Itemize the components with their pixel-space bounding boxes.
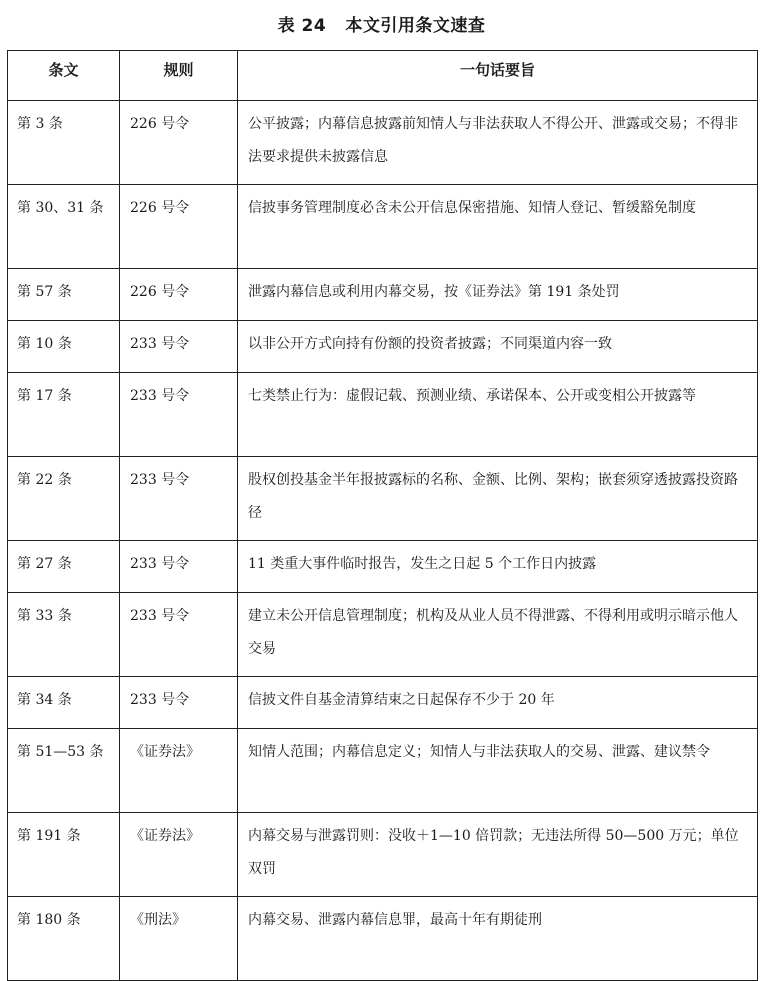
rule-cell: 233 号令 bbox=[120, 373, 238, 457]
summary-cell: 股权创投基金半年报披露标的名称、金额、比例、架构；嵌套须穿透披露投资路径 bbox=[238, 457, 758, 541]
summary-cell: 信披文件自基金清算结束之日起保存不少于 20 年 bbox=[238, 677, 758, 729]
table-caption bbox=[0, 14, 763, 38]
table-row bbox=[8, 321, 758, 373]
article-cell: 第 191 条 bbox=[8, 813, 120, 897]
rule-cell: 233 号令 bbox=[120, 541, 238, 593]
rule-cell: 226 号令 bbox=[120, 269, 238, 321]
table-row bbox=[8, 813, 758, 897]
table-row bbox=[8, 457, 758, 541]
rule-cell: 《证券法》 bbox=[120, 813, 238, 897]
table-row bbox=[8, 541, 758, 593]
rule-cell: 《证券法》 bbox=[120, 729, 238, 813]
article-cell: 第 33 条 bbox=[8, 593, 120, 677]
summary-cell: 11 类重大事件临时报告，发生之日起 5 个工作日内披露 bbox=[238, 541, 758, 593]
header-summary: 一句话要旨 bbox=[238, 51, 758, 101]
header-rule: 规则 bbox=[120, 51, 238, 101]
article-cell: 第 30、31 条 bbox=[8, 185, 120, 269]
table-row bbox=[8, 677, 758, 729]
article-cell: 第 34 条 bbox=[8, 677, 120, 729]
summary-cell: 七类禁止行为：虚假记载、预测业绩、承诺保本、公开或变相公开披露等 bbox=[238, 373, 758, 457]
article-cell: 第 17 条 bbox=[8, 373, 120, 457]
header-article: 条文 bbox=[8, 51, 120, 101]
summary-cell: 泄露内幕信息或利用内幕交易，按《证券法》第 191 条处罚 bbox=[238, 269, 758, 321]
article-cell: 第 27 条 bbox=[8, 541, 120, 593]
reference-table bbox=[7, 50, 758, 981]
rule-cell: 226 号令 bbox=[120, 101, 238, 185]
summary-cell: 公平披露；内幕信息披露前知情人与非法获取人不得公开、泄露或交易；不得非法要求提供未披露信息 bbox=[238, 101, 758, 185]
rule-cell: 233 号令 bbox=[120, 593, 238, 677]
summary-cell: 内幕交易与泄露罚则：没收＋1—10 倍罚款；无违法所得 50—500 万元；单位双罚 bbox=[238, 813, 758, 897]
table-header-row bbox=[8, 51, 758, 101]
summary-cell: 信披事务管理制度必含未公开信息保密措施、知情人登记、暂缓豁免制度 bbox=[238, 185, 758, 269]
table-row bbox=[8, 185, 758, 269]
rule-cell: 233 号令 bbox=[120, 321, 238, 373]
summary-cell: 内幕交易、泄露内幕信息罪，最高十年有期徒刑 bbox=[238, 897, 758, 981]
table-row bbox=[8, 897, 758, 981]
rule-cell: 《刑法》 bbox=[120, 897, 238, 981]
summary-cell: 知情人范围；内幕信息定义；知情人与非法获取人的交易、泄露、建议禁令 bbox=[238, 729, 758, 813]
summary-cell: 以非公开方式向持有份额的投资者披露；不同渠道内容一致 bbox=[238, 321, 758, 373]
summary-cell: 建立未公开信息管理制度；机构及从业人员不得泄露、不得利用或明示暗示他人交易 bbox=[238, 593, 758, 677]
rule-cell: 233 号令 bbox=[120, 677, 238, 729]
article-cell: 第 51—53 条 bbox=[8, 729, 120, 813]
article-cell: 第 57 条 bbox=[8, 269, 120, 321]
rule-cell: 226 号令 bbox=[120, 185, 238, 269]
article-cell: 第 22 条 bbox=[8, 457, 120, 541]
table-row bbox=[8, 101, 758, 185]
article-cell: 第 180 条 bbox=[8, 897, 120, 981]
rule-cell: 233 号令 bbox=[120, 457, 238, 541]
table-row bbox=[8, 729, 758, 813]
table-row bbox=[8, 593, 758, 677]
article-cell: 第 3 条 bbox=[8, 101, 120, 185]
table-number: 表 24 bbox=[277, 16, 327, 36]
table-body bbox=[8, 101, 758, 981]
article-cell: 第 10 条 bbox=[8, 321, 120, 373]
table-row bbox=[8, 269, 758, 321]
table-row bbox=[8, 373, 758, 457]
table-title: 本文引用条文速查 bbox=[345, 16, 486, 36]
